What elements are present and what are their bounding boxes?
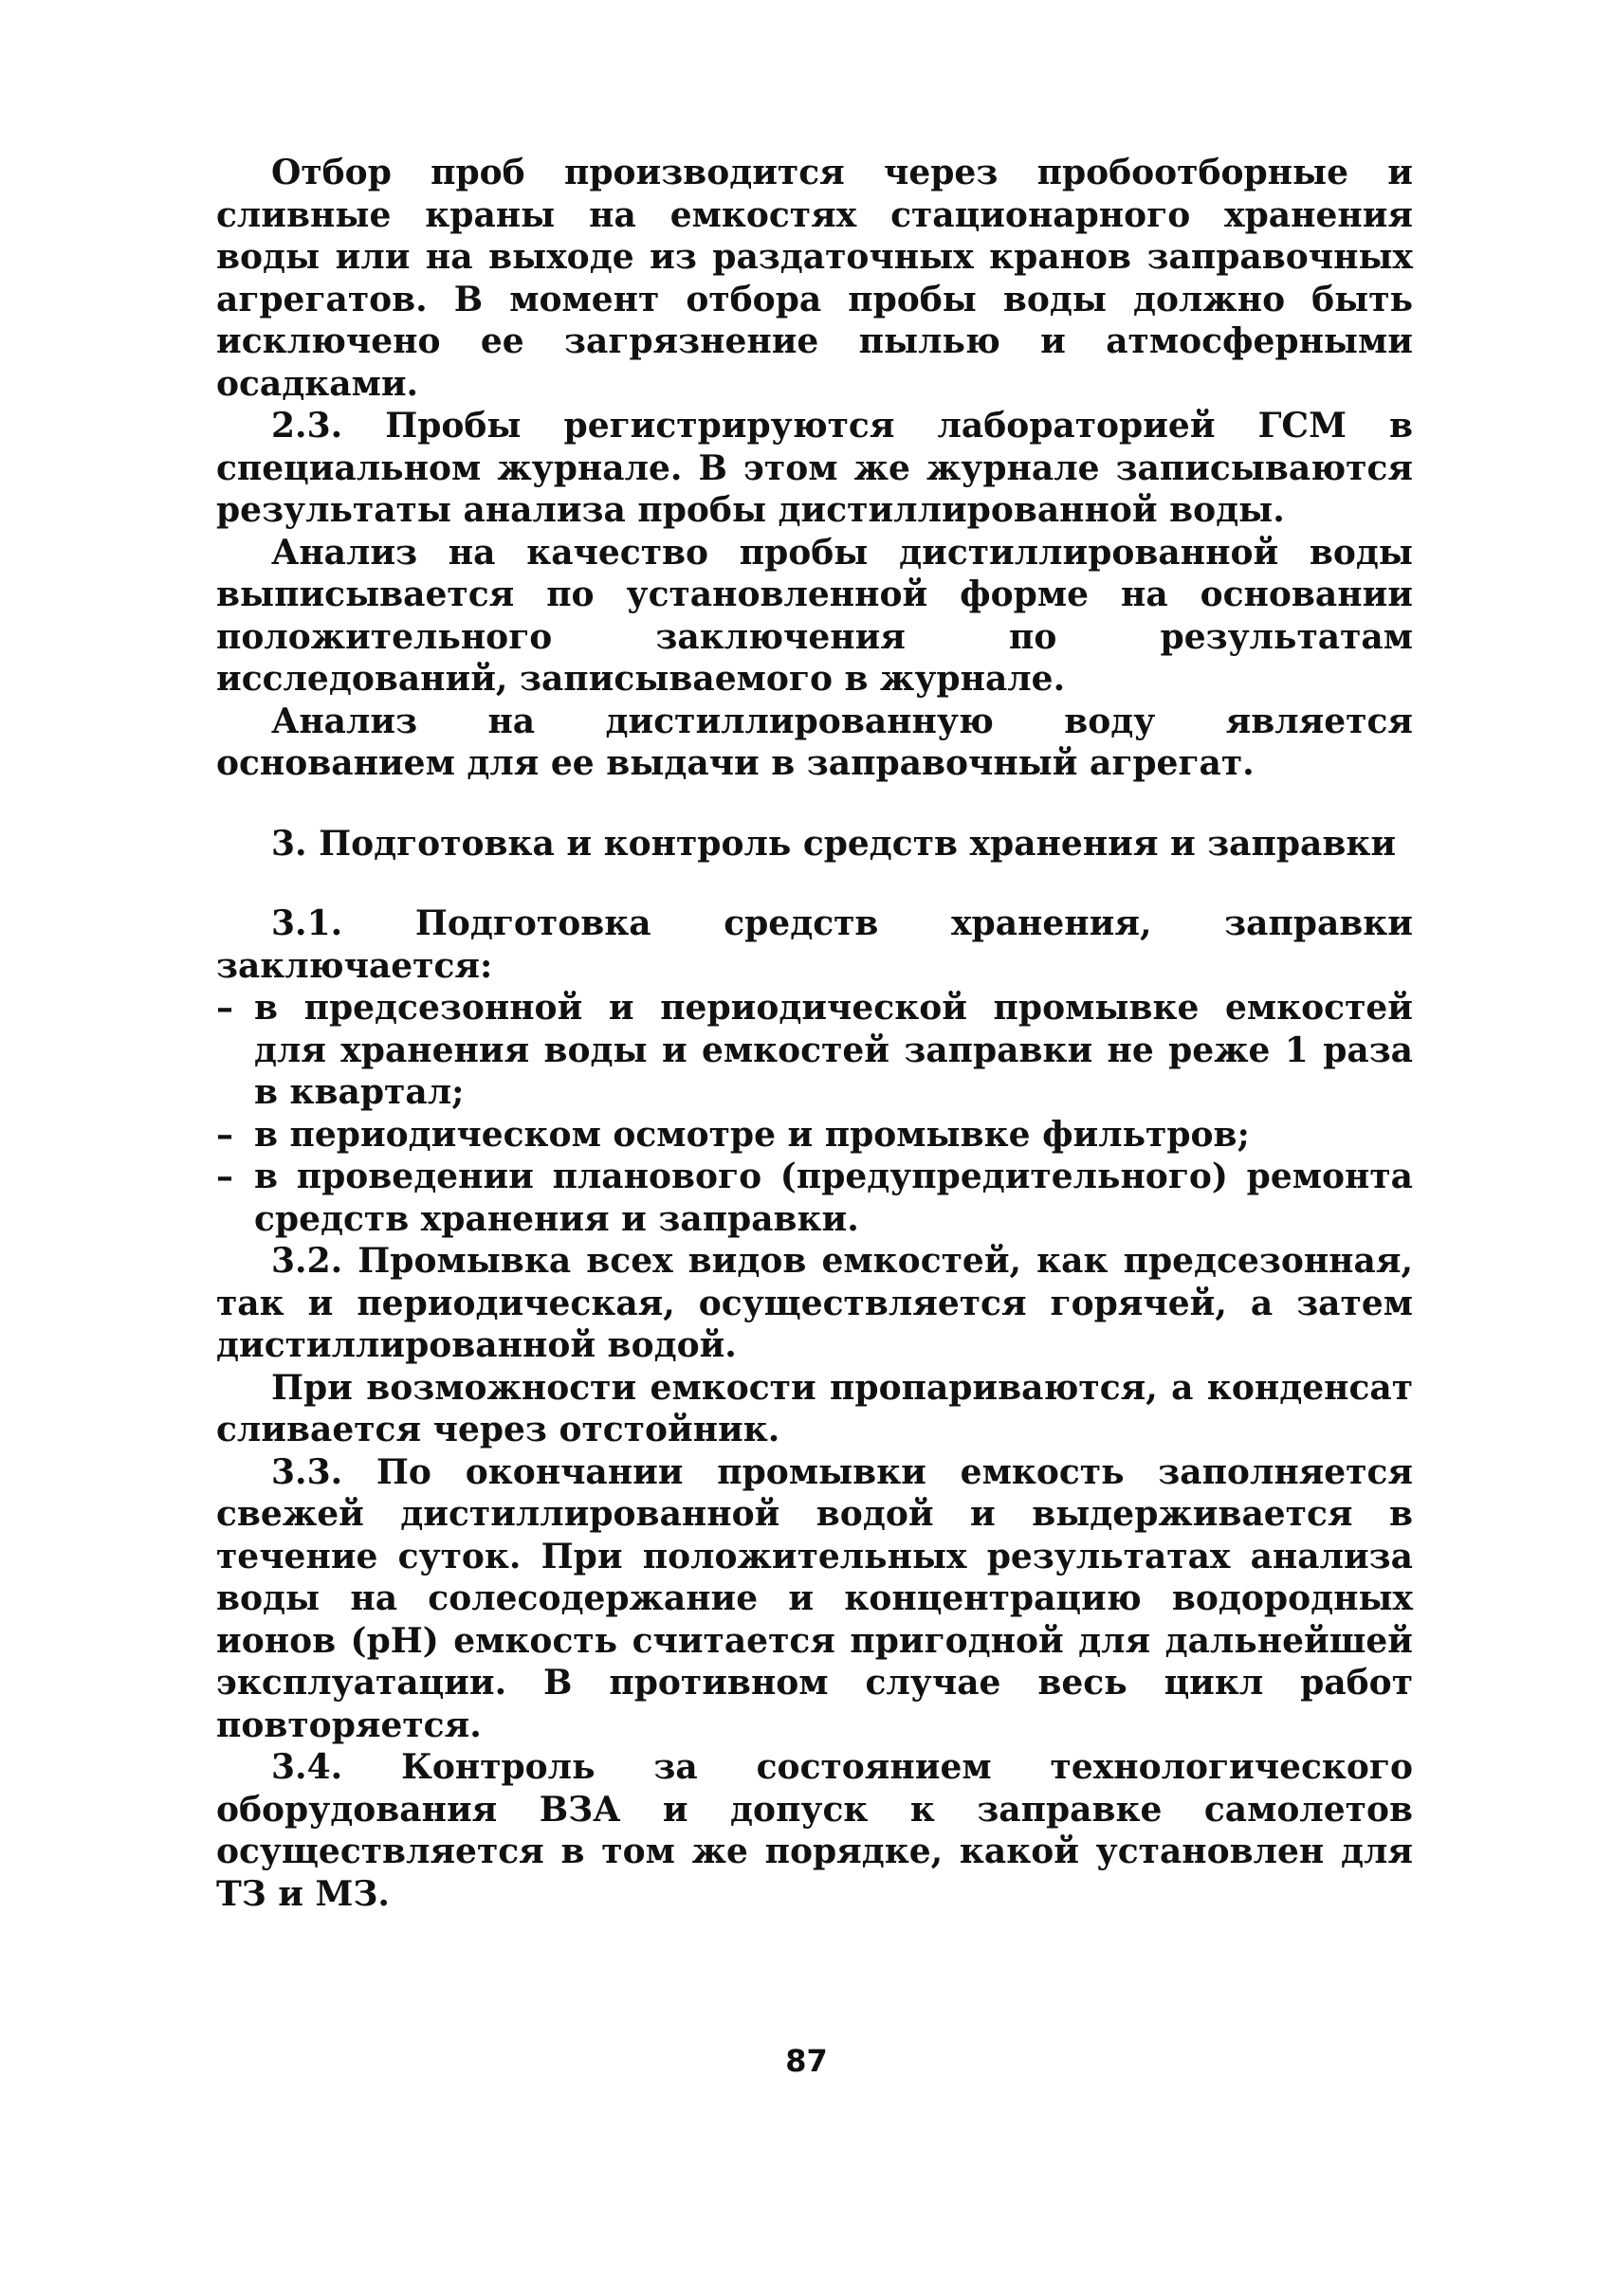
preparation-list	[216, 987, 1413, 1240]
paragraph-sampling: Отбор проб производится через пробоотборные и сливные краны на емкостях стационарного хранения воды или на выходе из раздаточных кранов заправочных агрегатов. В момент отбора пробы воды должно быть исключено ее загрязнение пылью и атмосферными осадками.	[216, 153, 1413, 404]
paragraph-analysis-basis: Анализ на дистиллированную воду является основанием для ее выдачи в заправочный агрегат.	[216, 701, 1413, 783]
dash-marker: –	[216, 1157, 233, 1196]
paragraph-2-3: 2.3. Пробы регистрируются лабораторией ГСМ в специальном журнале. В этом же журнале записываются результаты анализа пробы дистиллированной воды.	[216, 406, 1413, 530]
page-body	[216, 152, 1413, 1915]
page-number: 87	[785, 2043, 828, 2079]
list-item	[216, 1156, 1413, 1240]
dash-marker: –	[216, 988, 233, 1028]
paragraph-3-1: 3.1. Подготовка средств хранения, заправки заключается:	[216, 903, 1413, 986]
paragraph-3-3: 3.3. По окончании промывки емкость заполняется свежей дистиллированной водой и выдерживается в течение суток. При положительных результатах анализа воды на солесодержание и концентрацию водородных ионов (pH) емкость считается пригодной для дальнейшей эксплуатации. В противном случае весь цикл работ повторяется.	[216, 1451, 1413, 1745]
paragraph-analysis-form: Анализ на качество пробы дистиллированной воды выписывается по установленной форме на основании положительного заключения по результатам исследований, записываемого в журнале.	[216, 532, 1413, 699]
dash-marker: –	[216, 1114, 233, 1155]
list-item-text: в периодическом осмотре и промывке фильтров;	[254, 1114, 1250, 1155]
paragraph-steaming: При возможности емкости пропариваются, а конденсат сливается через отстойник.	[216, 1367, 1413, 1449]
paragraph-3-4: 3.4. Контроль за состоянием технологического оборудования ВЗА и допуск к заправке самолетов осуществляется в том же порядке, какой установлен для ТЗ и МЗ.	[216, 1747, 1413, 1914]
paragraph-3-2: 3.2. Промывка всех видов емкостей, как предсезонная, так и периодическая, осуществляется горячей, а затем дистиллированной водой.	[216, 1241, 1413, 1365]
list-item	[216, 987, 1413, 1114]
section-3-heading: 3. Подготовка и контроль средств хранения и заправки	[271, 823, 1397, 864]
list-item-text: в проведении планового (предупредительного) ремонта средств хранения и заправки.	[254, 1157, 1413, 1239]
list-item	[216, 1114, 1413, 1157]
list-item-text: в предсезонной и периодической промывке емкостей для хранения воды и емкостей заправки не реже 1 раза в квартал;	[254, 988, 1413, 1112]
